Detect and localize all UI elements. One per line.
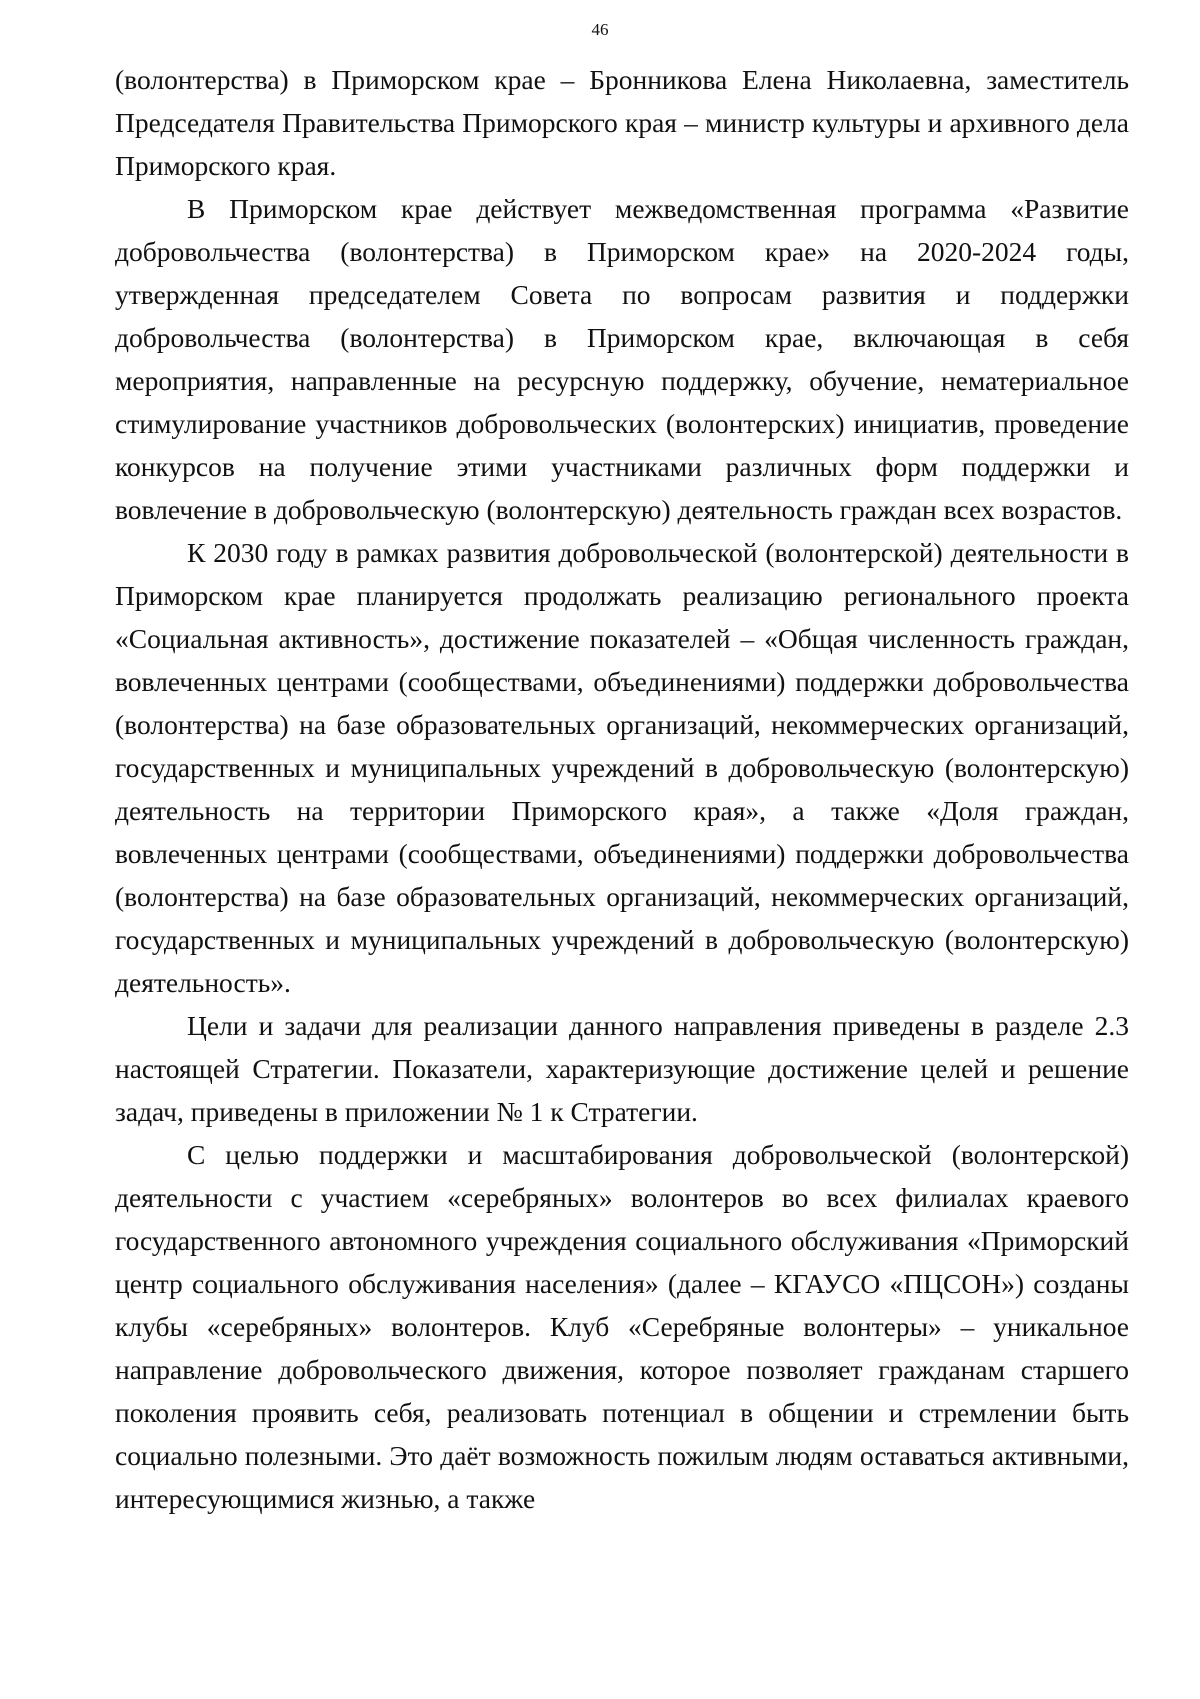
paragraph-2030-plans: К 2030 году в рамках развития добровольческой (волонтерской) деятельности в Приморском крае планируется продолжать реализацию регионального проекта «Социальная активность», достижение показателей – «Общая численность граждан, вовлеченных центрами (сообществами, объединениями) поддержки добровольчества (волонтерства) на базе образовательных организаций, некоммерческих организаций, государственных и муниципальных учреждений в добровольческую (волонтерскую) деятельность на территории Приморского края», а также «Доля граждан, вовлеченных центрами (сообществами, объединениями) поддержки добровольчества (волонтерства) на базе образовательных организаций, некоммерческих организаций, государственных и муниципальных учреждений в добровольческую (волонтерскую) деятельность». (115, 537, 1129, 998)
paragraph-program: В Приморском крае действует межведомственная программа «Развитие добровольчества (волонтерства) в Приморском крае» на 2020-2024 годы, утвержденная председателем Совета по вопросам развития и поддержки добровольчества (волонтерства) в Приморском крае, включающая в себя мероприятия, направленные на ресурсную поддержку, обучение, нематериальное стимулирование участников добровольческих (волонтерских) инициатив, проведение конкурсов на получение этими участниками различных форм поддержки и вовлечение в добровольческую (волонтерскую) деятельность граждан всех возрастов. (115, 193, 1129, 525)
page-number: 46 (591, 20, 609, 39)
paragraph-goals: Цели и задачи для реализации данного направления приведены в разделе 2.3 настоящей Стратегии. Показатели, характеризующие достижение целей и решение задач, приведены в приложении № 1 к Стратегии. (115, 1010, 1129, 1127)
body-text (115, 58, 1129, 1520)
paragraph-continuation: (волонтерства) в Приморском крае – Бронникова Елена Николаевна, заместитель Председателя Правительства Приморского края – министр культуры и архивного дела Приморского края. (115, 64, 1129, 181)
paragraph-silver-volunteers: С целью поддержки и масштабирования добровольческой (волонтерской) деятельности с участием «серебряных» волонтеров во всех филиалах краевого государственного автономного учреждения социального обслуживания «Приморский центр социального обслуживания населения» (далее – КГАУСО «ПЦСОН») созданы клубы «серебряных» волонтеров. Клуб «Серебряные волонтеры» – уникальное направление добровольческого движения, которое позволяет гражданам старшего поколения проявить себя, реализовать потенциал в общении и стремлении быть социально полезными. Это даёт возможность пожилым людям оставаться активными, интересующимися жизнью, а также (115, 1139, 1129, 1514)
